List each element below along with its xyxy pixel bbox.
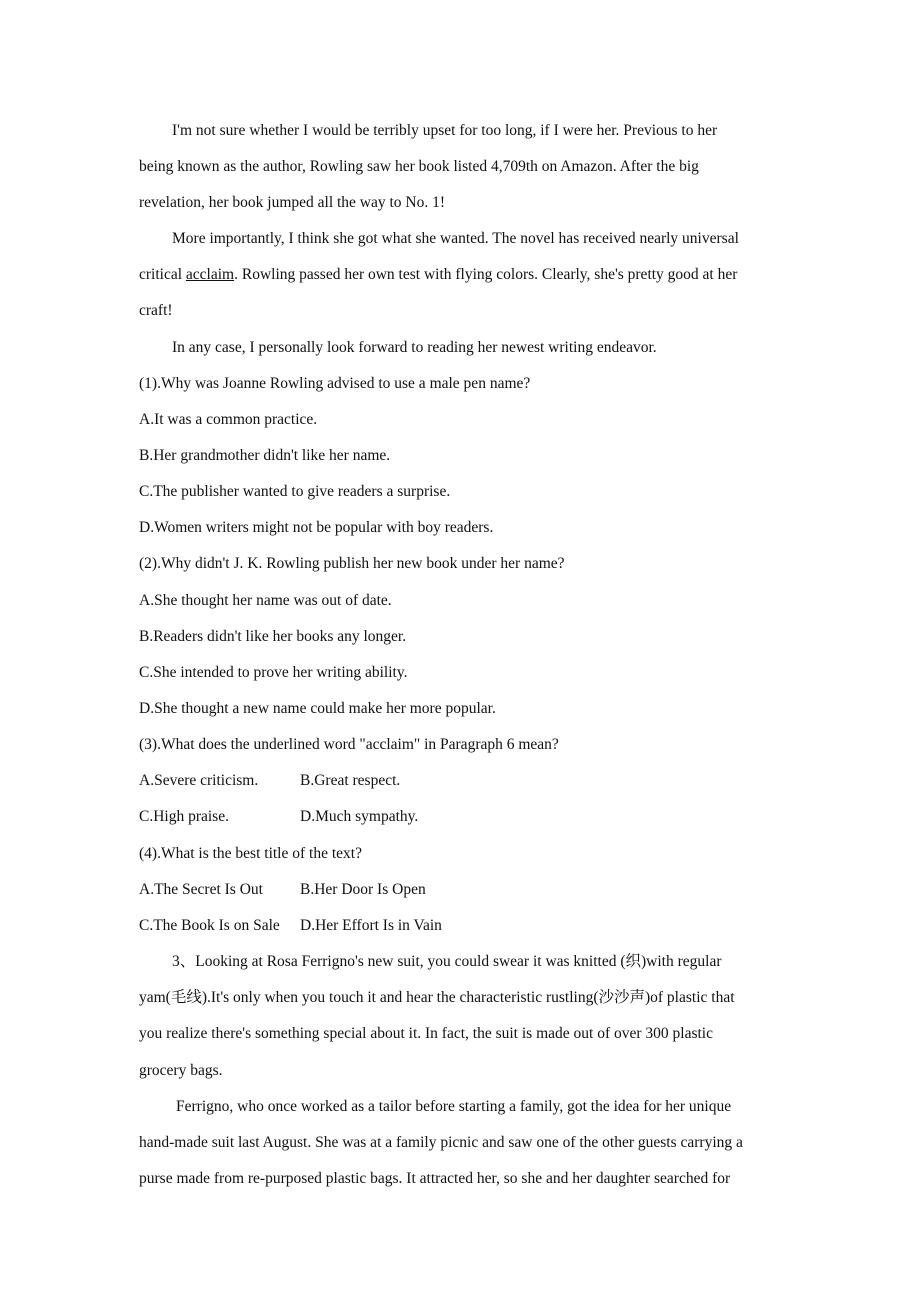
answer-option: D.Much sympathy.	[300, 808, 419, 825]
answer-option: A.It was a common practice.	[139, 411, 318, 428]
underlined-word-acclaim: acclaim	[185, 266, 235, 283]
answer-option: B.Her grandmother didn't like her name.	[139, 447, 391, 464]
passage-line: In any case, I personally look forward to reading her newest writing endeavor.	[172, 339, 657, 356]
passage-line: 3、Looking at Rosa Ferrigno's new suit, you could swear it was knitted (织)with regular	[172, 953, 722, 970]
answer-option: C.The Book Is on Sale	[139, 917, 280, 934]
passage-line	[139, 265, 737, 285]
passage-line: you realize there's something special about it. In fact, the suit is made out of over 300 plastic	[139, 1025, 713, 1042]
passage-line: being known as the author, Rowling saw her book listed 4,709th on Amazon. After the big	[139, 158, 699, 175]
answer-option: D.She thought a new name could make her more popular.	[139, 700, 496, 717]
passage-line: craft!	[139, 302, 173, 319]
answer-option: B.Great respect.	[300, 772, 401, 789]
passage-line: Ferrigno, who once worked as a tailor before starting a family, got the idea for her unique	[176, 1098, 732, 1115]
text-segment: critical	[139, 266, 186, 283]
answer-option: C.High praise.	[139, 808, 229, 825]
text-segment: . Rowling passed her own test with flying colors. Clearly, she's pretty good at her	[234, 266, 738, 283]
passage-line: purse made from re-purposed plastic bags. It attracted her, so she and her daughter searched for	[139, 1170, 731, 1187]
passage-line: grocery bags.	[139, 1062, 223, 1079]
answer-option: C.The publisher wanted to give readers a surprise.	[139, 483, 451, 500]
passage-line: More importantly, I think she got what she wanted. The novel has received nearly universal	[172, 230, 739, 247]
answer-option: D.Her Effort Is in Vain	[300, 917, 442, 934]
passage-line: hand-made suit last August. She was at a family picnic and saw one of the other guests carrying a	[139, 1134, 743, 1151]
passage-line: revelation, her book jumped all the way to No. 1!	[139, 194, 446, 211]
answer-option: D.Women writers might not be popular with boy readers.	[139, 519, 494, 536]
passage-line: yam(毛线).It's only when you touch it and hear the characteristic rustling(沙沙声)of plastic that	[139, 989, 735, 1006]
passage-line: I'm not sure whether I would be terribly upset for too long, if I were her. Previous to her	[172, 122, 718, 139]
answer-option: B.Readers didn't like her books any longer.	[139, 628, 407, 645]
answer-option: A.The Secret Is Out	[139, 881, 263, 898]
question-stem: (3).What does the underlined word "acclaim" in Paragraph 6 mean?	[139, 736, 559, 753]
question-stem: (4).What is the best title of the text?	[139, 845, 362, 862]
question-stem: (2).Why didn't J. K. Rowling publish her new book under her name?	[139, 555, 565, 572]
question-stem: (1).Why was Joanne Rowling advised to use a male pen name?	[139, 375, 531, 392]
answer-option: C.She intended to prove her writing ability.	[139, 664, 408, 681]
answer-option: B.Her Door Is Open	[300, 881, 426, 898]
answer-option: A.Severe criticism.	[139, 772, 259, 789]
answer-option: A.She thought her name was out of date.	[139, 592, 392, 609]
